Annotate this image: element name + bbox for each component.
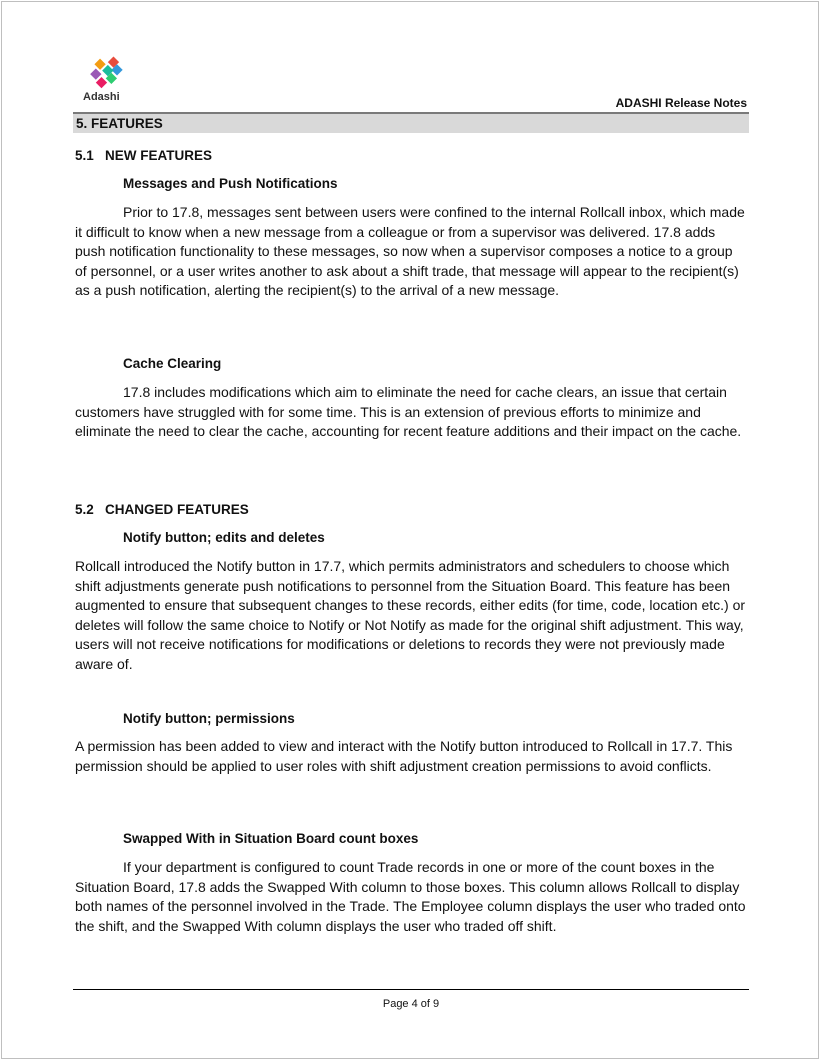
feature-body: Rollcall introduced the Notify button in 17.7, which permits administrators and schedulers to choose which shift adjustments generate push notifications to personnel from the Situation Board. This feature has been augmented to ensure that subsequent changes to these records, either edits (for time, code, location etc.) or deletes will follow the same choice to Notify or Not Notify as made for the original shift adjustment. This way, users will not receive notifications for modifications or deletions to records they were not previously made aware of. (75, 558, 746, 672)
feature-heading: Notify button; permissions (123, 711, 295, 726)
document-title: ADASHI Release Notes (615, 96, 747, 110)
subsection-changed-features (75, 502, 249, 517)
feature-body: A permission has been added to view and interact with the Notify button introduced to Rollcall in 17.7. This permission should be applied to user roles with shift adjustment creation permissions to avoid conflicts. (75, 738, 733, 774)
subsection-new-features (75, 148, 212, 163)
subsection-number: 5.2 (75, 502, 94, 517)
section-heading: 5. FEATURES (73, 114, 749, 133)
footer-divider (73, 989, 749, 990)
feature-body: 17.8 includes modifications which aim to eliminate the need for cache clears, an issue that certain customers have struggled with for some time. This is an extension of previous efforts to minimize and eliminate the need to clear the cache, accounting for recent feature additions and their impact on the cache. (75, 384, 742, 439)
feature-heading: Cache Clearing (123, 356, 222, 371)
feature-heading: Notify button; edits and deletes (123, 530, 325, 545)
feature-body: Prior to 17.8, messages sent between users were confined to the internal Rollcall inbox, which made it difficult to know when a new message from a colleague or from a supervisor was delivered. 17.8 adds push notification functionality to these messages, so now when a supervisor composes a notice to a group of personnel, or a user writes another to ask about a shift trade, that message will appear to the recipient(s) as a push notification, alerting the recipient(s) to the arrival of a new message. (75, 204, 745, 298)
subsection-title: CHANGED FEATURES (105, 502, 249, 517)
subsection-title: NEW FEATURES (105, 148, 212, 163)
feature-heading: Messages and Push Notifications (123, 176, 338, 191)
feature-heading: Swapped With in Situation Board count boxes (123, 831, 419, 846)
feature-body: If your department is configured to count Trade records in one or more of the count boxes in the Situation Board, 17.8 adds the Swapped With column to those boxes. This column allows Rollcall to display both names of the personnel involved in the Trade. The Employee column displays the user who traded onto the shift, and the Swapped With column displays the user who traded off shift. (75, 859, 746, 934)
subsection-number: 5.1 (75, 148, 94, 163)
logo-text: Adashi (83, 91, 120, 103)
page-number: Page 4 of 9 (382, 998, 440, 1010)
